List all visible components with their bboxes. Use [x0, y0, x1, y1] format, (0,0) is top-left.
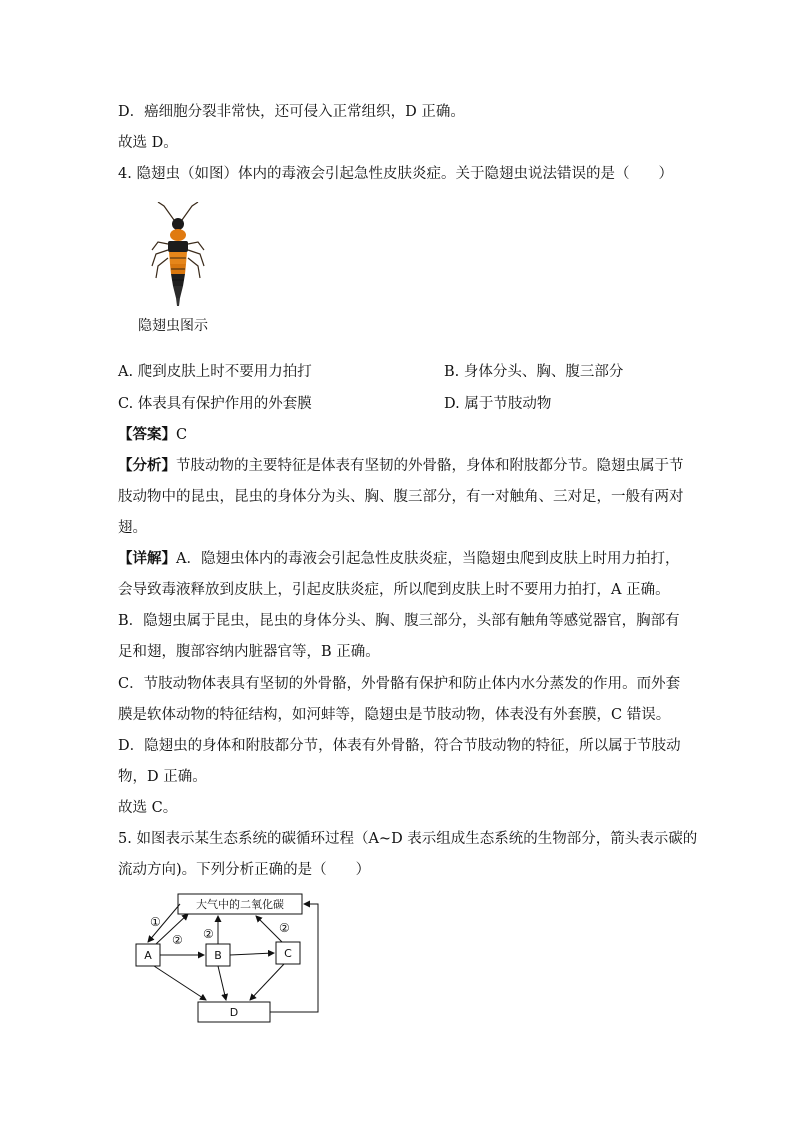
q5-stem-line-1: 5. 如图表示某生态系统的碳循环过程（A~D 表示组成生态系统的生物部分，箭头表示碳的: [118, 831, 698, 847]
node-a-label: A: [144, 949, 152, 962]
mark-1: ①: [150, 915, 161, 929]
detail-line-c2: 膜是软体动物的特征结构，如河蚌等，隐翅虫是节肢动物，体表没有外套膜，C 错误。: [118, 707, 671, 723]
option-b: B. 身体分头、胸、腹三部分: [444, 364, 624, 380]
q3-choose-line: 故选 D。: [118, 135, 178, 151]
analysis-line-1: [118, 456, 684, 476]
answer-line: [118, 425, 187, 445]
analysis-text-1: 节肢动物的主要特征是体表有坚韧的外骨骼，身体和附肢都分节。隐翅虫属于节: [176, 458, 684, 474]
arrow-c-to-d: [250, 964, 284, 1000]
q5-stem-line-2: 流动方向)。下列分析正确的是（ ）: [118, 862, 371, 878]
detail-line-c1: C．节肢动物体表具有坚韧的外骨骼，外骨骼有保护和防止体内水分蒸发的作用。而外套: [118, 676, 681, 692]
carbon-cycle-diagram: [130, 890, 330, 1030]
detail-line-a2: 会导致毒液释放到皮肤上，引起皮肤炎症，所以爬到皮肤上时不要用力拍打，A 正确。: [118, 582, 670, 598]
detail-line-d1: D．隐翅虫的身体和附肢都分节，体表有外骨骼，符合节肢动物的特征，所以属于节肢动: [118, 738, 681, 754]
mark-2-a: ②: [172, 933, 183, 947]
node-b-label: B: [214, 949, 222, 962]
detail-line-a1: [118, 549, 679, 569]
option-c: C. 体表具有保护作用的外套膜: [118, 396, 312, 412]
analysis-line-3: 翅。: [118, 520, 147, 536]
rove-beetle-image: [140, 202, 216, 314]
node-c-label: C: [284, 947, 292, 960]
analysis-line-2: 肢动物中的昆虫，昆虫的身体分为头、胸、腹三部分，有一对触角、三对足，一般有两对: [118, 489, 684, 505]
q4-choose-line: 故选 C。: [118, 800, 178, 816]
q4-stem: 4. 隐翅虫（如图）体内的毒液会引起急性皮肤炎症。关于隐翅虫说法错误的是（ ）: [118, 166, 673, 182]
answer-tag: 【答案】: [118, 426, 176, 443]
mark-2-c: ②: [279, 921, 290, 935]
option-d: D. 属于节肢动物: [444, 396, 552, 412]
detail-text-a1: A．隐翅虫体内的毒液会引起急性皮肤炎症，当隐翅虫爬到皮肤上时用力拍打，: [176, 551, 680, 567]
answer-value: C: [176, 427, 188, 443]
atmosphere-label: 大气中的二氧化碳: [196, 898, 284, 911]
detail-line-b2: 足和翅，腹部容纳内脏器官等，B 正确。: [118, 644, 380, 660]
detail-line-d2: 物，D 正确。: [118, 769, 207, 785]
arrow-b-to-d: [218, 966, 226, 1000]
option-a: A. 爬到皮肤上时不要用力拍打: [118, 364, 312, 380]
detail-line-b1: B．隐翅虫属于昆虫，昆虫的身体分头、胸、腹三部分，头部有触角等感觉器官，胸部有: [118, 613, 680, 629]
detail-tag: 【详解】: [118, 550, 176, 567]
analysis-tag: 【分析】: [118, 457, 176, 474]
arrow-b-to-c: [230, 953, 274, 955]
node-d-label: D: [229, 1006, 239, 1019]
arrow-d-to-atm: [270, 904, 318, 1012]
insect-caption: 隐翅虫图示: [138, 318, 208, 334]
mark-2-b: ②: [203, 927, 214, 941]
q3-option-d-explanation: D．癌细胞分裂非常快，还可侵入正常组织，D 正确。: [118, 104, 465, 120]
arrow-a-to-d: [154, 966, 206, 1000]
